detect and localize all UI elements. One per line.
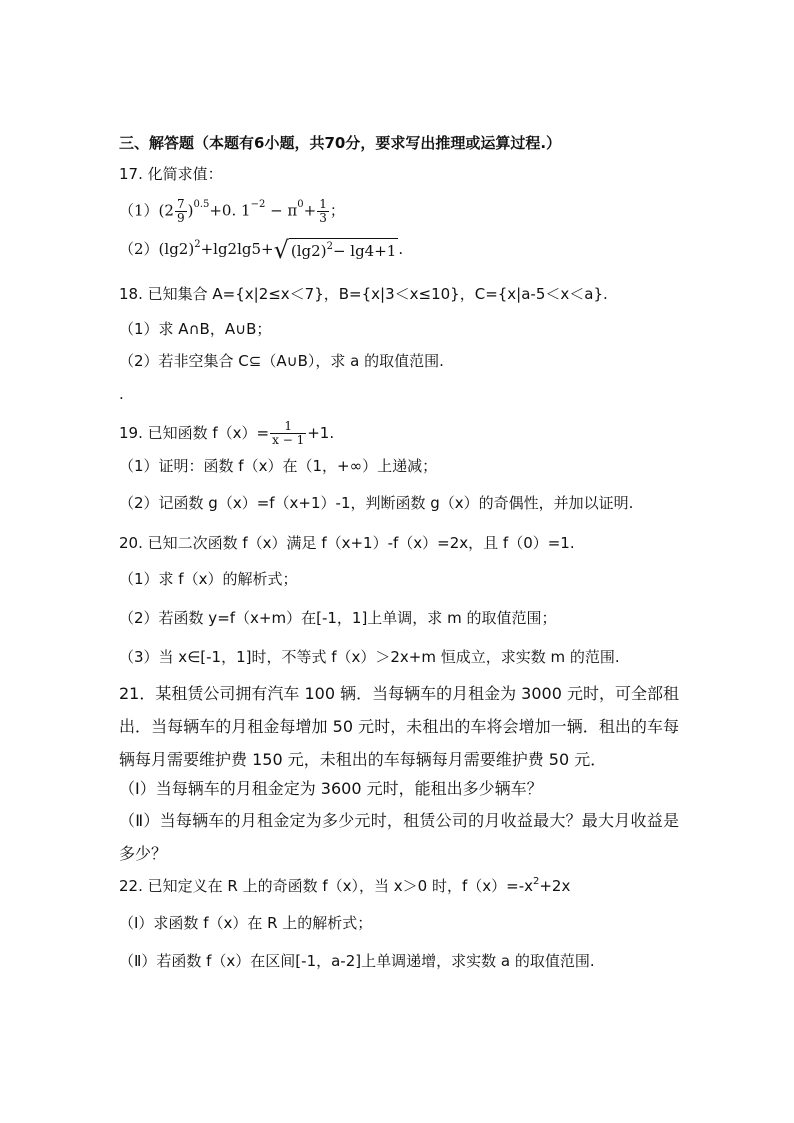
- section-title: 三、解答题（本题有6小题，共70分，要求写出推理或运算过程.）: [119, 134, 562, 152]
- q22-part2: （Ⅱ）若函数 f（x）在区间[-1，a-2]上单调递增，求实数 a 的取值范围.: [119, 952, 595, 970]
- q17-part2-exp: 2: [194, 239, 201, 250]
- q20-part1: （1）求 f（x）的解析式；: [119, 570, 298, 588]
- q20-part3: （3）当 x∈[-1，1]时，不等式 f（x）＞2x+m 恒成立，求实数 m 的范围.: [119, 648, 620, 666]
- q17-part2-root-a: (lg2): [290, 242, 327, 260]
- q17-part1-end: ；: [329, 201, 345, 220]
- q17-part1-label: （1）: [119, 201, 159, 220]
- q17-part2-sqrt: [274, 238, 399, 262]
- q17-part1-exp1: 0.5: [193, 199, 210, 210]
- q22-part1: （Ⅰ）求函数 f（x）在 R 上的解析式；: [119, 914, 373, 932]
- q18-part2: （2）若非空集合 C⊆（A∪B），求 a 的取值范围.: [119, 352, 444, 370]
- q22-stem-b: +2x: [539, 877, 571, 895]
- frac-denominator: x − 1: [272, 433, 305, 447]
- q17-part1-exp2: −2: [250, 199, 266, 210]
- q18-stem: 18. 已知集合 A={x|2≤x＜7}，B={x|3＜x≤10}，C={x|a-5＜x＜a}.: [119, 285, 608, 303]
- q18-part1: （1）求 A∩B，A∪B；: [119, 320, 272, 338]
- frac-denominator: 3: [319, 211, 327, 225]
- q19-part2: （2）记函数 g（x）=f（x+1）-1，判断函数 g（x）的奇偶性，并加以证明.: [119, 494, 634, 512]
- q17-part1-mid: +0. 1: [209, 201, 251, 220]
- q17-part2-root-b: − lg4+1: [332, 242, 397, 260]
- q17-part1-fraction2: [317, 198, 329, 225]
- q19-stem-a: 19. 已知函数 f（x）=: [119, 424, 270, 442]
- q17-stem: 17. 化简求值：: [119, 165, 223, 183]
- q17-part2-a: (lg2): [158, 240, 195, 258]
- q17-part1-mixed-fraction: [175, 198, 187, 225]
- q21-part2: （Ⅱ）当每辆车的月租金定为多少元时，租赁公司的月收益最大？最大月收益是多少？: [119, 811, 679, 863]
- q19-stem-b: +1.: [307, 424, 335, 442]
- q17-part1-exp3: 0: [297, 199, 304, 210]
- frac-numerator: 1: [270, 420, 306, 434]
- q17-part1-open: (2: [158, 201, 174, 220]
- frac-numerator: 1: [319, 197, 327, 211]
- q17-part1: [119, 198, 345, 225]
- q21-stem: 21．某租赁公司拥有汽车 100 辆．当每辆车的月租金为 3000 元时，可全部租出．当每辆车的月租金每增加 50 元时，未租出的车将会增加一辆．租出的车每辆每月需要维护费 150 元，未租出的车每辆每月需要维护费 50 元．: [119, 684, 679, 769]
- q19-part1: （1）证明：函数 f（x）在（1，+∞）上递减；: [119, 457, 438, 475]
- q17-part1-plus: +: [303, 201, 317, 220]
- q20-part2: （2）若函数 y=f（x+m）在[-1，1]上单调，求 m 的取值范围；: [119, 609, 557, 627]
- q17-part1-pi: − π: [265, 201, 298, 220]
- stray-dot: .: [119, 385, 124, 403]
- q19-fraction: [270, 420, 306, 447]
- frac-numerator: 7: [176, 197, 185, 211]
- q22-stem-a: 22. 已知定义在 R 上的奇函数 f（x），当 x＞0 时，f（x）=-x: [119, 877, 533, 895]
- q21-part1: （Ⅰ）当每辆车的月租金定为 3600 元时，能租出多少辆车？: [119, 779, 543, 798]
- sqrt-sign: √: [273, 236, 289, 264]
- frac-denominator: 9: [176, 211, 185, 225]
- sqrt-body: [289, 238, 398, 262]
- q17-part1-close: ): [187, 201, 194, 220]
- q17-part2-end: .: [398, 240, 404, 258]
- q20-stem: 20. 已知二次函数 f（x）满足 f（x+1）-f（x）=2x，且 f（0）=1.: [119, 534, 575, 552]
- q22-stem-exp: 2: [532, 876, 540, 887]
- q17-part2-root-exp: 2: [326, 241, 333, 252]
- q19-stem: [119, 420, 334, 447]
- q17-part2-b: +lg2lg5+: [200, 240, 274, 258]
- q17-part2-label: （2）: [119, 240, 159, 258]
- q22-stem: [119, 875, 570, 897]
- q17-part2: [119, 238, 403, 262]
